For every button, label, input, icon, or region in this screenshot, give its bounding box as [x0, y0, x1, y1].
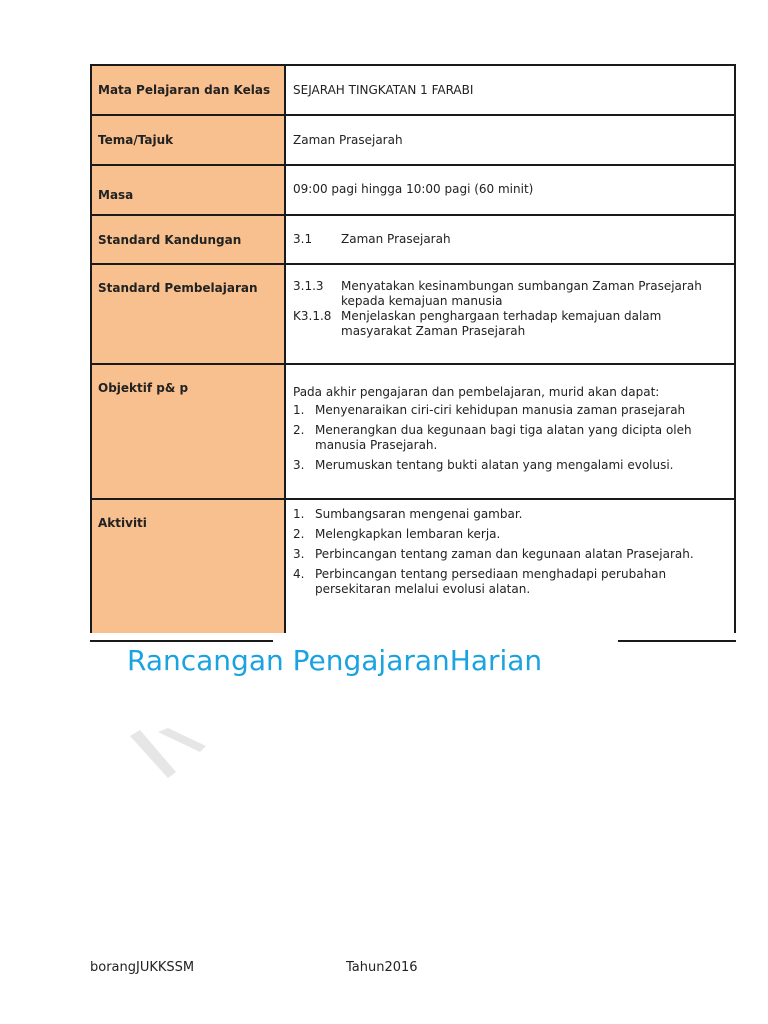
list-item: [293, 458, 727, 473]
list-number: 1.: [293, 403, 305, 417]
list-text: Menerangkan dua kegunaan bagi tiga alatan yang dicipta oleh manusia Prasejarah.: [315, 423, 692, 452]
row-standard-pembelajaran: [91, 264, 735, 364]
row-standard-kandungan: [91, 215, 735, 264]
aktiviti-value: [285, 499, 735, 633]
masa-label: Masa: [91, 165, 285, 215]
list-item: [293, 423, 727, 453]
list-item: [293, 547, 727, 562]
standard-pembelajaran-text: Menyatakan kesinambungan sumbangan Zaman Prasejarah kepada kemajuan manusia: [341, 279, 702, 308]
objektif-label: Objektif p& p: [91, 364, 285, 499]
list-number: 2.: [293, 527, 305, 541]
objektif-list: [293, 403, 727, 473]
standard-pembelajaran-item: [293, 309, 727, 339]
masa-value: 09:00 pagi hingga 10:00 pagi (60 minit): [285, 165, 735, 215]
list-item: [293, 403, 727, 418]
document-title: Rancangan PengajaranHarian: [127, 644, 543, 677]
mata-pelajaran-label: Mata Pelajaran dan Kelas: [91, 65, 285, 115]
row-masa: [91, 165, 735, 215]
standard-pembelajaran-label: Standard Pembelajaran: [91, 264, 285, 364]
list-number: 3.: [293, 458, 305, 472]
list-item: [293, 527, 727, 542]
standard-kandungan-text: Zaman Prasejarah: [341, 232, 451, 246]
list-text: Melengkapkan lembaran kerja.: [315, 527, 501, 541]
list-number: 3.: [293, 547, 305, 561]
lesson-plan-table: [90, 64, 736, 633]
standard-kandungan-value: [285, 215, 735, 264]
row-tema: [91, 115, 735, 165]
list-number: 4.: [293, 567, 305, 581]
objektif-intro: Pada akhir pengajaran dan pembelajaran, murid akan dapat:: [293, 385, 660, 399]
table-bottom-border-left: [90, 640, 273, 642]
footer-year: Tahun2016: [346, 960, 418, 975]
list-number: 2.: [293, 423, 305, 437]
row-mata-pelajaran: [91, 65, 735, 115]
mata-pelajaran-value: SEJARAH TINGKATAN 1 FARABI: [285, 65, 735, 115]
row-objektif: [91, 364, 735, 499]
standard-pembelajaran-code: 3.1.3: [293, 279, 324, 293]
list-text: Menyenaraikan ciri-ciri kehidupan manusia zaman prasejarah: [315, 403, 686, 417]
standard-kandungan-code: 3.1: [293, 232, 313, 246]
list-text: Merumuskan tentang bukti alatan yang mengalami evolusi.: [315, 458, 674, 472]
standard-pembelajaran-value: [285, 264, 735, 364]
tema-value: Zaman Prasejarah: [285, 115, 735, 165]
standard-kandungan-label: Standard Kandungan: [91, 215, 285, 264]
list-text: Sumbangsaran mengenai gambar.: [315, 507, 523, 521]
aktiviti-list: [293, 507, 727, 597]
tema-label: Tema/Tajuk: [91, 115, 285, 165]
list-number: 1.: [293, 507, 305, 521]
table-bottom-border-right: [618, 640, 736, 642]
aktiviti-label: Aktiviti: [91, 499, 285, 633]
standard-pembelajaran-item: [293, 279, 727, 309]
standard-pembelajaran-code: K3.1.8: [293, 309, 332, 323]
footer-form-code: borangJUKKSSM: [90, 960, 195, 975]
list-text: Perbincangan tentang zaman dan kegunaan alatan Prasejarah.: [315, 547, 694, 561]
list-text: Perbincangan tentang persediaan menghadapi perubahan persekitaran melalui evolusi alatan.: [315, 567, 667, 596]
row-aktiviti: [91, 499, 735, 633]
objektif-value: [285, 364, 735, 499]
watermark-mark-icon: [128, 728, 212, 784]
standard-pembelajaran-text: Menjelaskan penghargaan terhadap kemajuan dalam masyarakat Zaman Prasejarah: [341, 309, 662, 338]
list-item: [293, 507, 727, 522]
list-item: [293, 567, 727, 597]
